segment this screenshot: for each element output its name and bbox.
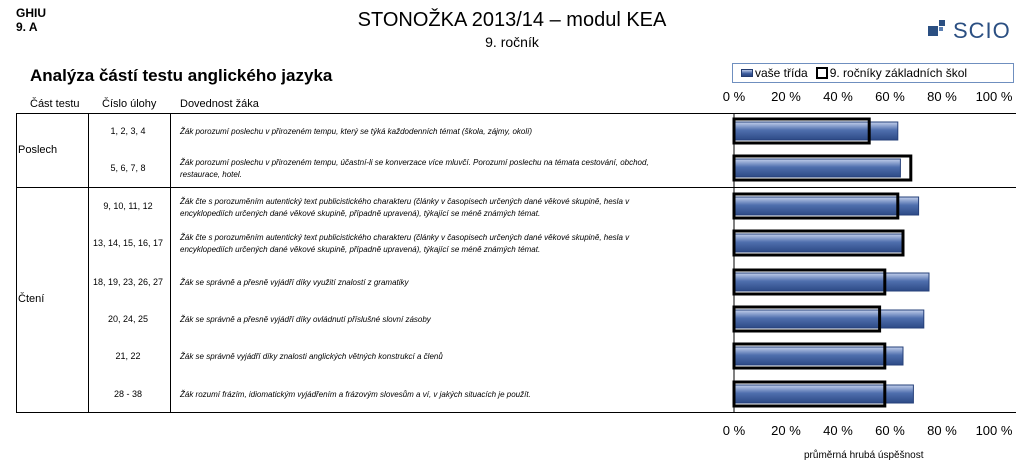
class-bar: [734, 347, 903, 365]
x-tick-label-bottom: 60 %: [875, 423, 905, 438]
class-name: 9. A: [16, 20, 38, 34]
row-task-2: 5, 6, 7, 8: [110, 163, 146, 173]
section-title: Analýza částí testu anglického jazyka: [30, 66, 333, 85]
row-skill-7: Žák se správně vyjádří díky znalosti anglických větných konstrukcí a členů: [180, 352, 443, 361]
column-header-part: Část testu: [30, 98, 80, 110]
row-skill-4: Žák čte s porozuměním autentický text publicistického charakteru (články v časopisech určených dané věkové skupině, hesla v encyklopediích určených dané věkové skupině, případně upravená), týkající se méně známých témat.: [180, 233, 630, 254]
class-bar: [734, 122, 898, 140]
row-task-6: 20, 24, 25: [107, 314, 149, 324]
row-skill-2: Žák porozumí poslechu v přirozeném tempu, účastní-li se konverzace více mluvčí. Porozumí poslechu na témata cestování, obchod, restaurace, hotel.: [180, 158, 649, 179]
row-task-8: 28 - 38: [113, 389, 143, 399]
column-header-skill: Dovednost žáka: [180, 98, 259, 110]
x-tick-label-bottom: 40 %: [823, 423, 853, 438]
row-task-4: 13, 14, 15, 16, 17: [92, 238, 164, 248]
row-task-3: 9, 10, 11, 12: [103, 201, 153, 211]
logo-text: SCIO: [953, 18, 1011, 43]
row-task-7: 21, 22: [115, 351, 141, 361]
class-bar: [734, 234, 903, 252]
class-bar: [734, 159, 900, 177]
report-subtitle: 9. ročník: [485, 34, 539, 50]
row-task-5: 18, 19, 23, 26, 27: [92, 277, 164, 287]
class-bar: [734, 197, 919, 215]
legend-label-class: vaše třída: [755, 66, 808, 80]
row-skill-6: Žák se správně a přesně vyjádří díky ovládnutí příslušné slovní zásoby: [180, 315, 431, 324]
x-tick-label-top: 20 %: [771, 89, 801, 104]
x-tick-label-bottom: 80 %: [927, 423, 957, 438]
row-skill-5: Žák se správně a přesně vyjádří díky využití znalostí z gramatiky: [180, 278, 409, 287]
row-skill-1: Žák porozumí poslechu v přirozeném tempu, který se týká každodenních témat (škola, zájmy, okolí): [180, 127, 532, 136]
row-skill-8: Žák rozumí frázím, idiomatickým vyjádřením a frázovým slovesům a ví, v jakých situacích je použít.: [180, 390, 531, 399]
x-tick-label-top: 0 %: [722, 89, 746, 104]
group-label-listening: Poslech: [18, 144, 58, 156]
x-tick-label-bottom: 100 %: [975, 423, 1013, 438]
x-tick-label-top: 80 %: [927, 89, 957, 104]
row-task-1: 1, 2, 3, 4: [110, 126, 146, 136]
x-tick-label-top: 100 %: [975, 89, 1013, 104]
x-axis-label: průměrná hrubá úspěšnost: [804, 450, 924, 461]
legend-label-benchmark: 9. ročníky základních škol: [829, 66, 968, 80]
class-bar: [734, 385, 913, 403]
column-header-task: Číslo úlohy: [102, 98, 157, 110]
x-tick-label-top: 60 %: [875, 89, 905, 104]
school-code: GHIU: [16, 6, 46, 20]
x-tick-label-bottom: 20 %: [771, 423, 801, 438]
class-bar: [734, 310, 924, 328]
report-title: STONOŽKA 2013/14 – modul KEA: [357, 9, 667, 31]
class-bar: [734, 273, 929, 291]
x-tick-label-bottom: 0 %: [722, 423, 746, 438]
group-label-reading: Čtení: [18, 293, 45, 305]
x-tick-label-top: 40 %: [823, 89, 853, 104]
row-skill-3: Žák čte s porozuměním autentický text publicistického charakteru (články v časopisech určených dané věkové skupině, hesla v encyklopediích určených dané věkové skupině, případně upravená), týkající se méně známých témat.: [180, 197, 630, 218]
